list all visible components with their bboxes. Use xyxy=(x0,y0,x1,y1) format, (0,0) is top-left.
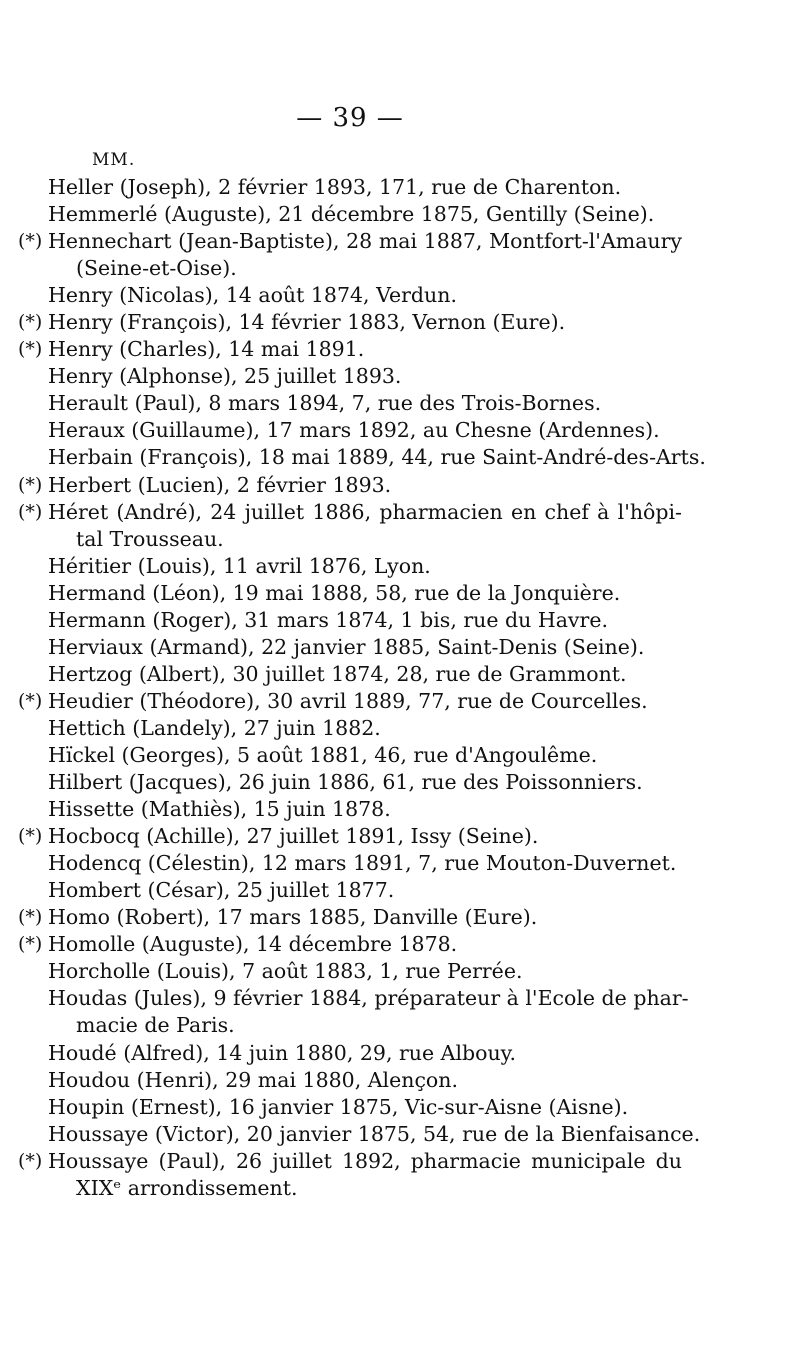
entry-marker: (*) xyxy=(18,906,43,929)
entry-line xyxy=(0,526,800,553)
entry-text: Heller (Joseph), 2 février 1893, 171, rue de Charenton. xyxy=(48,175,622,199)
entry-continuation: tal Trousseau. xyxy=(76,526,224,551)
entry-line xyxy=(0,309,800,336)
entry-marker: (*) xyxy=(18,311,43,334)
entry-text: Horcholle (Louis), 7 août 1883, 1, rue Perrée. xyxy=(48,959,523,984)
entry-line xyxy=(0,634,800,661)
entry-text: Houssaye (Paul), 26 juillet 1892, pharmacie municipale du xyxy=(48,1148,682,1173)
entry-text: Hennechart (Jean-Baptiste), 28 mai 1887, Montfort-l'Amaury xyxy=(48,229,682,254)
entry-line xyxy=(0,877,800,904)
entry-text: Houdé (Alfred), 14 juin 1880, 29, rue Albouy. xyxy=(48,1040,517,1065)
entry-line xyxy=(0,444,800,471)
entry-line xyxy=(0,363,800,390)
entry-line xyxy=(0,1094,800,1121)
entry-continuation: (Seine-et-Oise). xyxy=(76,256,237,281)
entry-text: Houssaye (Victor), 20 janvier 1875, 54, rue de la Bienfaisance. xyxy=(48,1121,701,1146)
entry-continuation: XIXᵉ arrondissement. xyxy=(76,1175,298,1200)
entry-marker: (*) xyxy=(18,933,43,956)
entry-text: Hilbert (Jacques), 26 juin 1886, 61, rue des Poissonniers. xyxy=(48,770,643,795)
entry-line xyxy=(0,228,800,255)
entry-line xyxy=(0,715,800,742)
entry-line xyxy=(0,823,800,850)
entry-line xyxy=(0,688,800,715)
entry-line xyxy=(0,931,800,958)
entry-text: Hettich (Landely), 27 juin 1882. xyxy=(48,715,381,740)
entry-line xyxy=(0,904,800,931)
entry-list xyxy=(0,174,800,1202)
entry-text: Henry (Charles), 14 mai 1891. xyxy=(48,337,365,362)
entry-text: Hissette (Mathiès), 15 juin 1878. xyxy=(48,797,391,822)
entry-line xyxy=(0,553,800,580)
list-header: MM. xyxy=(92,150,136,170)
entry-line xyxy=(0,1012,800,1039)
entry-text: Heudier (Théodore), 30 avril 1889, 77, rue de Courcelles. xyxy=(48,688,648,713)
entry-line xyxy=(0,417,800,444)
entry-text: Hermann (Roger), 31 mars 1874, 1 bis, rue du Havre. xyxy=(48,607,608,632)
entry-text: Henry (Nicolas), 14 août 1874, Verdun. xyxy=(48,283,457,308)
entry-marker: (*) xyxy=(18,338,43,361)
entry-text: Hïckel (Georges), 5 août 1881, 46, rue d'Angoulême. xyxy=(48,742,598,767)
entry-text: Héret (André), 24 juillet 1886, pharmacien en chef à l'hôpi- xyxy=(48,499,682,524)
entry-text: Herault (Paul), 8 mars 1894, 7, rue des Trois-Bornes. xyxy=(48,391,602,416)
entry-text: Hodencq (Célestin), 12 mars 1891, 7, rue Mouton-Duvernet. xyxy=(48,851,677,876)
entry-marker: (*) xyxy=(18,500,43,523)
entry-text: Hombert (César), 25 juillet 1877. xyxy=(48,878,395,903)
entry-line xyxy=(0,472,800,499)
entry-text: Heraux (Guillaume), 17 mars 1892, au Chesne (Ardennes). xyxy=(48,418,660,443)
entry-line xyxy=(0,850,800,877)
entry-line xyxy=(0,580,800,607)
entry-line xyxy=(0,769,800,796)
entry-line xyxy=(0,742,800,769)
entry-continuation: macie de Paris. xyxy=(76,1013,235,1038)
entry-line xyxy=(0,174,800,201)
entry-line xyxy=(0,661,800,688)
entry-line xyxy=(0,255,800,282)
entry-text: Homolle (Auguste), 14 décembre 1878. xyxy=(48,932,458,957)
entry-text: Houdou (Henri), 29 mai 1880, Alençon. xyxy=(48,1067,458,1092)
entry-text: Homo (Robert), 17 mars 1885, Danville (Eure). xyxy=(48,905,538,930)
entry-line xyxy=(0,958,800,985)
entry-marker: (*) xyxy=(18,1149,43,1172)
entry-line xyxy=(0,1040,800,1067)
entry-line xyxy=(0,336,800,363)
entry-text: Houdas (Jules), 9 février 1884, préparateur à l'Ecole de phar- xyxy=(48,986,689,1011)
entry-text: Houpin (Ernest), 16 janvier 1875, Vic-sur-Aisne (Aisne). xyxy=(48,1094,629,1119)
entry-text: Herbain (François), 18 mai 1889, 44, rue Saint-André-des-Arts. xyxy=(48,445,706,470)
entry-line xyxy=(0,1175,800,1202)
entry-text: Henry (François), 14 février 1883, Vernon (Eure). xyxy=(48,310,566,335)
entry-line xyxy=(0,796,800,823)
entry-text: Héritier (Louis), 11 avril 1876, Lyon. xyxy=(48,553,431,578)
entry-line xyxy=(0,390,800,417)
entry-text: Hemmerlé (Auguste), 21 décembre 1875, Gentilly (Seine). xyxy=(48,202,655,227)
entry-line xyxy=(0,1121,800,1148)
entry-text: Hermand (Léon), 19 mai 1888, 58, rue de la Jonquière. xyxy=(48,580,621,605)
entry-marker: (*) xyxy=(18,825,43,848)
entry-marker: (*) xyxy=(18,473,43,496)
entry-text: Hocbocq (Achille), 27 juillet 1891, Issy (Seine). xyxy=(48,824,539,849)
entry-line xyxy=(0,607,800,634)
entry-line xyxy=(0,1148,800,1175)
entry-marker: (*) xyxy=(18,689,43,712)
entry-text: Henry (Alphonse), 25 juillet 1893. xyxy=(48,364,402,389)
entry-text: Herviaux (Armand), 22 janvier 1885, Saint-Denis (Seine). xyxy=(48,634,645,659)
page-number: — 39 — xyxy=(296,103,404,133)
entry-text: Herbert (Lucien), 2 février 1893. xyxy=(48,472,392,497)
entry-line xyxy=(0,201,800,228)
entry-line xyxy=(0,1067,800,1094)
entry-line xyxy=(0,499,800,526)
entry-line xyxy=(0,985,800,1012)
entry-text: Hertzog (Albert), 30 juillet 1874, 28, rue de Grammont. xyxy=(48,661,627,686)
entry-marker: (*) xyxy=(18,230,43,253)
entry-line xyxy=(0,282,800,309)
